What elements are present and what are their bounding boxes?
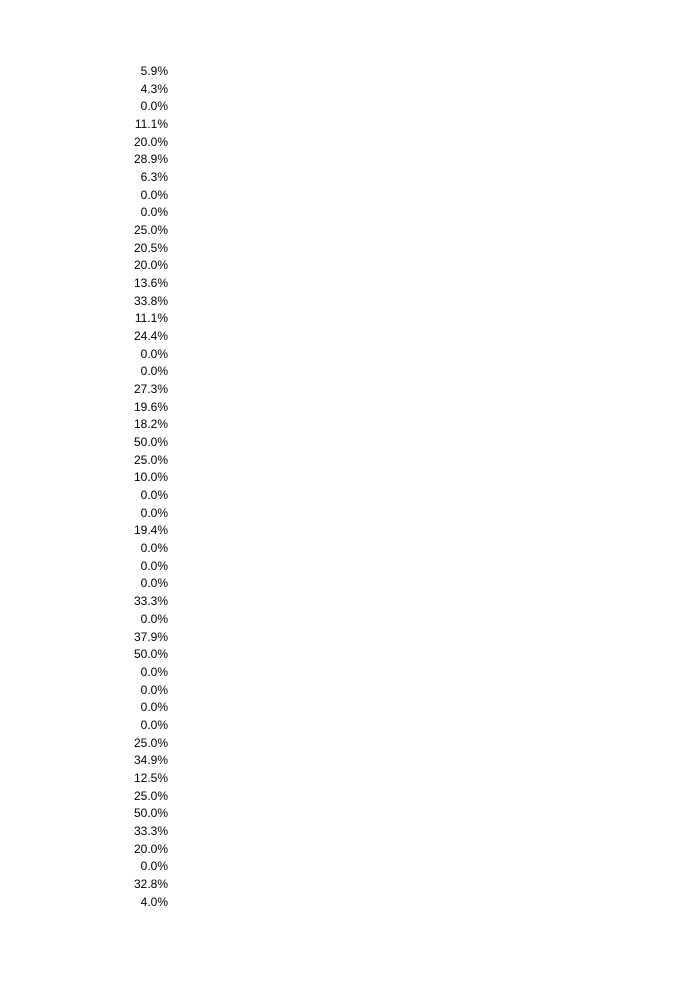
percentage-cell: 33.3% bbox=[133, 594, 168, 609]
percentage-cell: 0.0% bbox=[140, 682, 168, 697]
percentage-cell: 0.0% bbox=[140, 576, 168, 591]
percentage-cell: 0.0% bbox=[140, 717, 168, 732]
percentage-cell: 24.4% bbox=[133, 329, 168, 344]
percentage-cell: 6.3% bbox=[140, 170, 168, 185]
percentage-cell: 0.0% bbox=[140, 187, 168, 202]
percentage-cell: 11.1% bbox=[134, 117, 168, 132]
percentage-cell: 28.9% bbox=[133, 152, 168, 167]
percentage-cell: 25.0% bbox=[133, 223, 168, 238]
percentage-cell: 20.5% bbox=[133, 240, 168, 255]
percentage-cell: 0.0% bbox=[140, 505, 168, 520]
percentage-cell: 13.6% bbox=[133, 276, 168, 291]
percentage-cell: 0.0% bbox=[140, 611, 168, 626]
percentage-cell: 18.2% bbox=[133, 417, 168, 432]
percentage-cell: 4.0% bbox=[140, 894, 168, 909]
percentage-cell: 0.0% bbox=[140, 859, 168, 874]
percentage-cell: 34.9% bbox=[133, 753, 168, 768]
percentage-cell: 20.0% bbox=[133, 841, 168, 856]
percentage-cell: 12.5% bbox=[133, 770, 168, 785]
percentage-cell: 0.0% bbox=[140, 664, 168, 679]
percentage-cell: 25.0% bbox=[133, 452, 168, 467]
percentage-cell: 0.0% bbox=[140, 541, 168, 556]
percentage-cell: 37.9% bbox=[133, 629, 168, 644]
percentage-cell: 25.0% bbox=[133, 735, 168, 750]
percentage-cell: 19.4% bbox=[133, 523, 168, 538]
percentage-cell: 27.3% bbox=[133, 382, 168, 397]
percentage-cell: 0.0% bbox=[140, 558, 168, 573]
percentage-cell: 0.0% bbox=[140, 700, 168, 715]
percentage-cell: 0.0% bbox=[140, 364, 168, 379]
percentage-cell: 19.6% bbox=[133, 399, 168, 414]
percentage-cell: 50.0% bbox=[133, 435, 168, 450]
percentage-cell: 33.3% bbox=[133, 823, 168, 838]
percentage-cell: 50.0% bbox=[133, 806, 168, 821]
percentage-cell: 33.8% bbox=[133, 293, 168, 308]
percentage-cell: 0.0% bbox=[140, 346, 168, 361]
percentage-cell: 4.3% bbox=[140, 81, 168, 96]
percentage-cell: 0.0% bbox=[140, 205, 168, 220]
percentage-cell: 5.9% bbox=[140, 64, 168, 78]
percentage-cell: 50.0% bbox=[133, 647, 168, 662]
percentage-column bbox=[100, 63, 168, 911]
percentage-cell: 0.0% bbox=[140, 488, 168, 503]
percentage-cell: 32.8% bbox=[133, 876, 168, 891]
percentage-cell: 20.0% bbox=[133, 134, 168, 149]
percentage-cell: 25.0% bbox=[133, 788, 168, 803]
percentage-cell: 11.1% bbox=[134, 311, 168, 326]
percentage-cell: 20.0% bbox=[133, 258, 168, 273]
percentage-cell: 0.0% bbox=[140, 99, 168, 114]
percentage-cell: 10.0% bbox=[133, 470, 168, 485]
